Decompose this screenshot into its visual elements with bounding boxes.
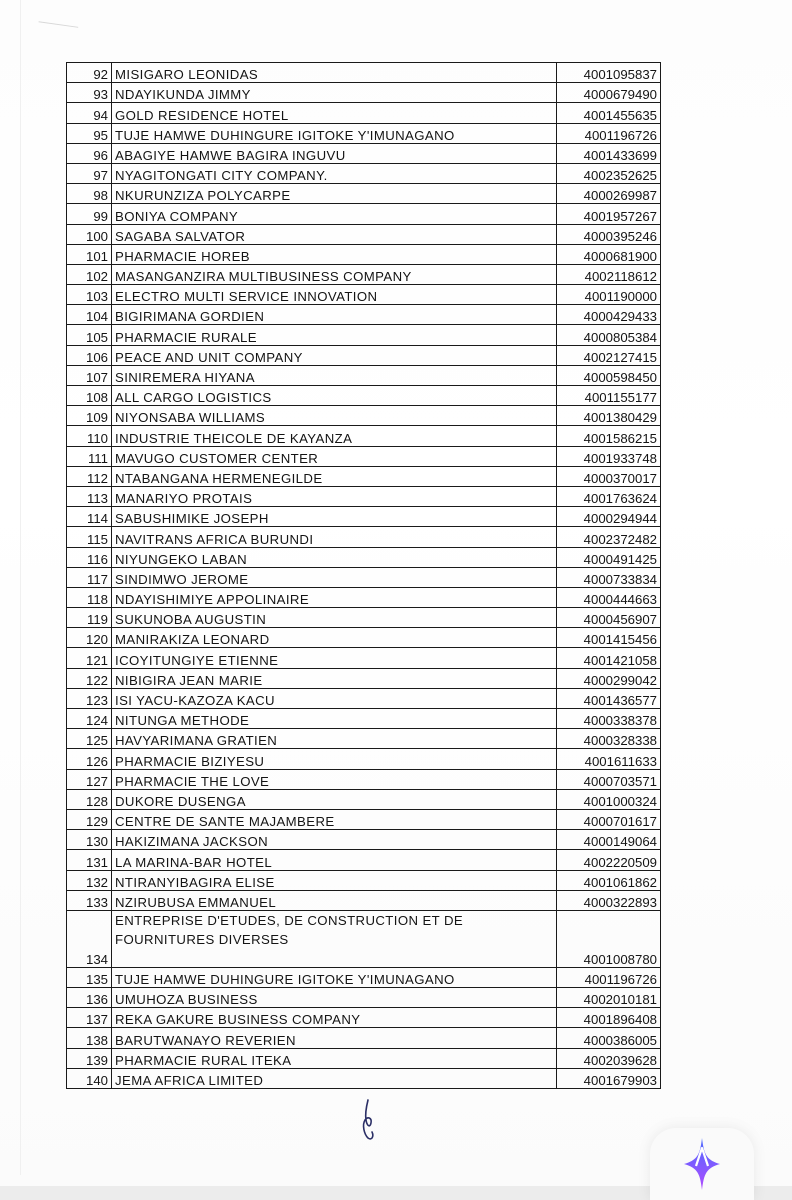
row-number: 127 bbox=[67, 769, 112, 789]
company-name: PEACE AND UNIT COMPANY bbox=[112, 345, 557, 365]
tax-id-number: 4000444663 bbox=[557, 587, 661, 607]
row-number: 126 bbox=[67, 749, 112, 769]
table-row bbox=[67, 587, 661, 607]
company-name: BONIYA COMPANY bbox=[112, 204, 557, 224]
tax-id-number: 4002118612 bbox=[557, 264, 661, 284]
tax-id-number: 4000805384 bbox=[557, 325, 661, 345]
row-number: 110 bbox=[67, 426, 112, 446]
company-name: HAVYARIMANA GRATIEN bbox=[112, 729, 557, 749]
company-name: NIYUNGEKO LABAN bbox=[112, 547, 557, 567]
company-name: BARUTWANAYO REVERIEN bbox=[112, 1028, 557, 1048]
row-number: 116 bbox=[67, 547, 112, 567]
sparkle-star-icon bbox=[682, 1136, 722, 1192]
table-row bbox=[67, 890, 661, 910]
table-row bbox=[67, 709, 661, 729]
tax-id-number: 4000456907 bbox=[557, 608, 661, 628]
row-number: 132 bbox=[67, 870, 112, 890]
tax-id-number: 4000395246 bbox=[557, 224, 661, 244]
company-name: MANIRAKIZA LEONARD bbox=[112, 628, 557, 648]
company-name: SABUSHIMIKE JOSEPH bbox=[112, 507, 557, 527]
company-name: NZIRUBUSA EMMANUEL bbox=[112, 890, 557, 910]
table-row bbox=[67, 608, 661, 628]
row-number: 119 bbox=[67, 608, 112, 628]
table-row bbox=[67, 789, 661, 809]
tax-id-number: 4002220509 bbox=[557, 850, 661, 870]
table-row bbox=[67, 688, 661, 708]
tax-id-number: 4001008780 bbox=[557, 910, 661, 967]
table-row bbox=[67, 668, 661, 688]
row-number: 115 bbox=[67, 527, 112, 547]
company-name: NKURUNZIZA POLYCARPE bbox=[112, 184, 557, 204]
tax-id-number: 4000681900 bbox=[557, 244, 661, 264]
tax-id-number: 4000598450 bbox=[557, 365, 661, 385]
company-name: NIBIGIRA JEAN MARIE bbox=[112, 668, 557, 688]
table-row bbox=[67, 870, 661, 890]
row-number: 96 bbox=[67, 143, 112, 163]
row-number: 128 bbox=[67, 789, 112, 809]
tax-id-number: 4002127415 bbox=[557, 345, 661, 365]
tax-id-number: 4001586215 bbox=[557, 426, 661, 446]
company-name: PHARMACIE HOREB bbox=[112, 244, 557, 264]
table-row bbox=[67, 567, 661, 587]
tax-id-number: 4001933748 bbox=[557, 446, 661, 466]
table-row bbox=[67, 1028, 661, 1048]
row-number: 92 bbox=[67, 63, 112, 83]
table-row bbox=[67, 446, 661, 466]
company-name: REKA GAKURE BUSINESS COMPANY bbox=[112, 1008, 557, 1028]
row-number: 94 bbox=[67, 103, 112, 123]
tax-id-number: 4001896408 bbox=[557, 1008, 661, 1028]
table-row bbox=[67, 1008, 661, 1028]
company-name: DUKORE DUSENGA bbox=[112, 789, 557, 809]
row-number: 101 bbox=[67, 244, 112, 264]
row-number: 103 bbox=[67, 285, 112, 305]
company-name: NIYONSABA WILLIAMS bbox=[112, 406, 557, 426]
row-number: 122 bbox=[67, 668, 112, 688]
table-row bbox=[67, 406, 661, 426]
tax-id-number: 4001155177 bbox=[557, 386, 661, 406]
row-number: 118 bbox=[67, 587, 112, 607]
table-row bbox=[67, 486, 661, 506]
table-row bbox=[67, 143, 661, 163]
table-row bbox=[67, 809, 661, 829]
table-row bbox=[67, 224, 661, 244]
company-name: TUJE HAMWE DUHINGURE IGITOKE Y'IMUNAGANO bbox=[112, 967, 557, 987]
row-number: 139 bbox=[67, 1048, 112, 1068]
company-name: JEMA AFRICA LIMITED bbox=[112, 1068, 557, 1088]
row-number: 123 bbox=[67, 688, 112, 708]
table-row bbox=[67, 204, 661, 224]
row-number: 97 bbox=[67, 163, 112, 183]
row-number: 100 bbox=[67, 224, 112, 244]
tax-id-number: 4001436577 bbox=[557, 688, 661, 708]
table-row bbox=[67, 244, 661, 264]
row-number: 114 bbox=[67, 507, 112, 527]
tax-id-number: 4001455635 bbox=[557, 103, 661, 123]
tax-id-number: 4000679490 bbox=[557, 83, 661, 103]
row-number: 131 bbox=[67, 850, 112, 870]
company-name: HAKIZIMANA JACKSON bbox=[112, 830, 557, 850]
table-row bbox=[67, 507, 661, 527]
table-row bbox=[67, 1068, 661, 1088]
row-number: 109 bbox=[67, 406, 112, 426]
company-name: ISI YACU-KAZOZA KACU bbox=[112, 688, 557, 708]
tax-id-number: 4001957267 bbox=[557, 204, 661, 224]
tax-id-number: 4001679903 bbox=[557, 1068, 661, 1088]
table-row bbox=[67, 264, 661, 284]
company-name: SAGABA SALVATOR bbox=[112, 224, 557, 244]
tax-id-number: 4001421058 bbox=[557, 648, 661, 668]
row-number: 130 bbox=[67, 830, 112, 850]
row-number: 102 bbox=[67, 264, 112, 284]
row-number: 95 bbox=[67, 123, 112, 143]
table-row bbox=[67, 466, 661, 486]
row-number: 106 bbox=[67, 345, 112, 365]
table-row bbox=[67, 325, 661, 345]
row-number: 105 bbox=[67, 325, 112, 345]
tax-id-number: 4000328338 bbox=[557, 729, 661, 749]
row-number: 93 bbox=[67, 83, 112, 103]
company-name: MASANGANZIRA MULTIBUSINESS COMPANY bbox=[112, 264, 557, 284]
table-row bbox=[67, 988, 661, 1008]
row-number: 117 bbox=[67, 567, 112, 587]
company-name: ALL CARGO LOGISTICS bbox=[112, 386, 557, 406]
table-row bbox=[67, 285, 661, 305]
row-number: 134 bbox=[67, 910, 112, 967]
tax-id-number: 4000491425 bbox=[557, 547, 661, 567]
tax-id-number: 4000370017 bbox=[557, 466, 661, 486]
tax-id-number: 4002352625 bbox=[557, 163, 661, 183]
tax-id-number: 4000269987 bbox=[557, 184, 661, 204]
taxpayer-register-table bbox=[66, 62, 661, 1089]
tax-id-number: 4000429433 bbox=[557, 305, 661, 325]
table-row bbox=[67, 426, 661, 446]
table-row bbox=[67, 305, 661, 325]
row-number: 112 bbox=[67, 466, 112, 486]
tax-id-number: 4001611633 bbox=[557, 749, 661, 769]
tax-id-number: 4001433699 bbox=[557, 143, 661, 163]
company-name: UMUHOZA BUSINESS bbox=[112, 988, 557, 1008]
tax-id-number: 4001095837 bbox=[557, 63, 661, 83]
company-name: INDUSTRIE THEICOLE DE KAYANZA bbox=[112, 426, 557, 446]
company-name: ICOYITUNGIYE ETIENNE bbox=[112, 648, 557, 668]
tax-id-number: 4001061862 bbox=[557, 870, 661, 890]
table-row bbox=[67, 103, 661, 123]
tax-id-number: 4002039628 bbox=[557, 1048, 661, 1068]
company-name: NITUNGA METHODE bbox=[112, 709, 557, 729]
company-name: NAVITRANS AFRICA BURUNDI bbox=[112, 527, 557, 547]
company-name: NTIRANYIBAGIRA ELISE bbox=[112, 870, 557, 890]
company-name: NDAYISHIMIYE APPOLINAIRE bbox=[112, 587, 557, 607]
tax-id-number: 4001000324 bbox=[557, 789, 661, 809]
row-number: 129 bbox=[67, 809, 112, 829]
table-row bbox=[67, 729, 661, 749]
tax-id-number: 4001415456 bbox=[557, 628, 661, 648]
row-number: 138 bbox=[67, 1028, 112, 1048]
floating-app-badge[interactable] bbox=[650, 1128, 754, 1200]
company-name: ABAGIYE HAMWE BAGIRA INGUVU bbox=[112, 143, 557, 163]
table-row bbox=[67, 63, 661, 83]
company-name: ENTREPRISE D'ETUDES, DE CONSTRUCTION ET DE FOURNITURES DIVERSES bbox=[112, 910, 557, 967]
table-row bbox=[67, 967, 661, 987]
row-number: 120 bbox=[67, 628, 112, 648]
tax-id-number: 4001190000 bbox=[557, 285, 661, 305]
company-name: SINDIMWO JEROME bbox=[112, 567, 557, 587]
table-row bbox=[67, 547, 661, 567]
company-name: SINIREMERA HIYANA bbox=[112, 365, 557, 385]
table-row bbox=[67, 184, 661, 204]
row-number: 104 bbox=[67, 305, 112, 325]
tax-id-number: 4000338378 bbox=[557, 709, 661, 729]
tax-id-number: 4000386005 bbox=[557, 1028, 661, 1048]
company-name: CENTRE DE SANTE MAJAMBERE bbox=[112, 809, 557, 829]
company-name: MISIGARO LEONIDAS bbox=[112, 63, 557, 83]
row-number: 133 bbox=[67, 890, 112, 910]
company-name: LA MARINA-BAR HOTEL bbox=[112, 850, 557, 870]
row-number: 111 bbox=[67, 446, 112, 466]
tax-id-number: 4002010181 bbox=[557, 988, 661, 1008]
company-name: MANARIYO PROTAIS bbox=[112, 486, 557, 506]
table-row bbox=[67, 628, 661, 648]
table-row bbox=[67, 163, 661, 183]
table-row bbox=[67, 1048, 661, 1068]
row-number: 140 bbox=[67, 1068, 112, 1088]
company-name: PHARMACIE BIZIYESU bbox=[112, 749, 557, 769]
row-number: 107 bbox=[67, 365, 112, 385]
company-name: ELECTRO MULTI SERVICE INNOVATION bbox=[112, 285, 557, 305]
row-number: 98 bbox=[67, 184, 112, 204]
row-number: 125 bbox=[67, 729, 112, 749]
tax-id-number: 4000149064 bbox=[557, 830, 661, 850]
company-name: TUJE HAMWE DUHINGURE IGITOKE Y'IMUNAGANO bbox=[112, 123, 557, 143]
row-number: 108 bbox=[67, 386, 112, 406]
tax-id-number: 4000322893 bbox=[557, 890, 661, 910]
company-name: PHARMACIE RURAL ITEKA bbox=[112, 1048, 557, 1068]
company-name: MAVUGO CUSTOMER CENTER bbox=[112, 446, 557, 466]
row-number: 121 bbox=[67, 648, 112, 668]
company-name: NYAGITONGATI CITY COMPANY. bbox=[112, 163, 557, 183]
handwritten-initial-signature bbox=[356, 1098, 380, 1142]
table-row bbox=[67, 749, 661, 769]
company-name: NDAYIKUNDA JIMMY bbox=[112, 83, 557, 103]
tax-id-number: 4001380429 bbox=[557, 406, 661, 426]
tax-id-number: 4000701617 bbox=[557, 809, 661, 829]
company-name: SUKUNOBA AUGUSTIN bbox=[112, 608, 557, 628]
table-row bbox=[67, 648, 661, 668]
table-row bbox=[67, 123, 661, 143]
tax-id-number: 4000703571 bbox=[557, 769, 661, 789]
company-name: PHARMACIE RURALE bbox=[112, 325, 557, 345]
company-name: NTABANGANA HERMENEGILDE bbox=[112, 466, 557, 486]
row-number: 136 bbox=[67, 988, 112, 1008]
register-table-body bbox=[67, 63, 661, 1089]
tax-id-number: 4001763624 bbox=[557, 486, 661, 506]
table-row bbox=[67, 769, 661, 789]
table-row bbox=[67, 527, 661, 547]
row-number: 99 bbox=[67, 204, 112, 224]
tax-id-number: 4000299042 bbox=[557, 668, 661, 688]
company-name: GOLD RESIDENCE HOTEL bbox=[112, 103, 557, 123]
page-margin-line bbox=[20, 0, 21, 1175]
table-row bbox=[67, 850, 661, 870]
tax-id-number: 4001196726 bbox=[557, 123, 661, 143]
company-name: BIGIRIMANA GORDIEN bbox=[112, 305, 557, 325]
table-row bbox=[67, 830, 661, 850]
table-row bbox=[67, 345, 661, 365]
table-row bbox=[67, 910, 661, 967]
row-number: 135 bbox=[67, 967, 112, 987]
table-row bbox=[67, 386, 661, 406]
tax-id-number: 4002372482 bbox=[557, 527, 661, 547]
tax-id-number: 4001196726 bbox=[557, 967, 661, 987]
table-row bbox=[67, 365, 661, 385]
row-number: 113 bbox=[67, 486, 112, 506]
company-name: PHARMACIE THE LOVE bbox=[112, 769, 557, 789]
table-row bbox=[67, 83, 661, 103]
tax-id-number: 4000294944 bbox=[557, 507, 661, 527]
row-number: 137 bbox=[67, 1008, 112, 1028]
tax-id-number: 4000733834 bbox=[557, 567, 661, 587]
row-number: 124 bbox=[67, 709, 112, 729]
